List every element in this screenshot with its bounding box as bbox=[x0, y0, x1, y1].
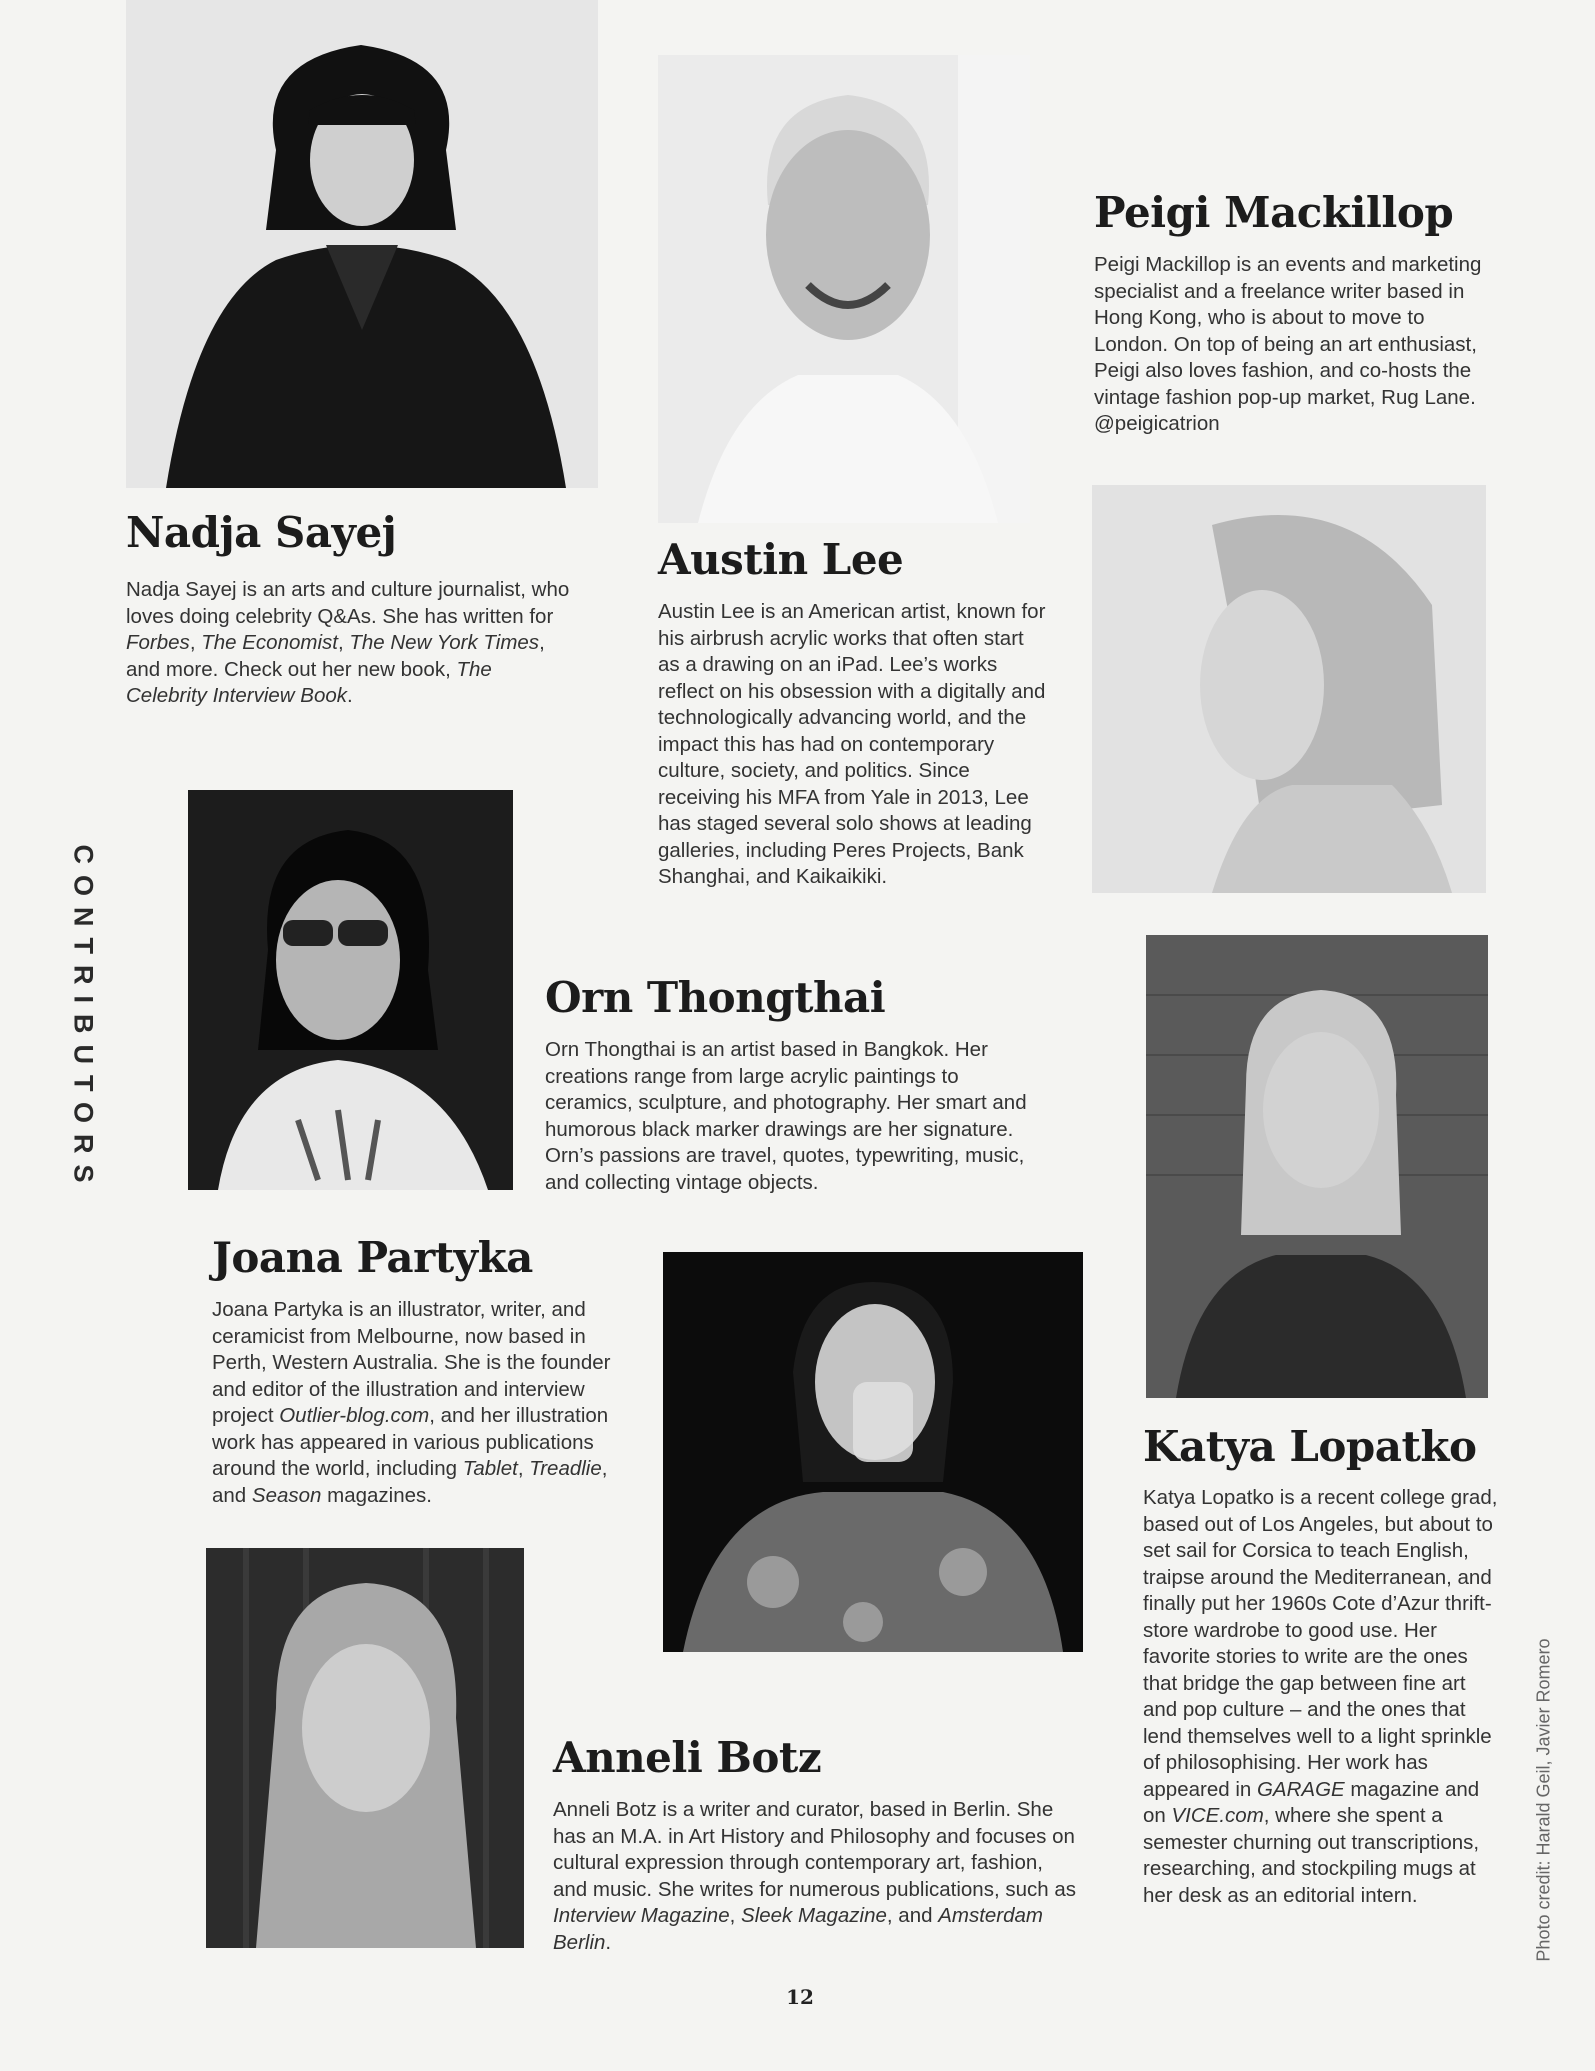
page-number: 12 bbox=[786, 1985, 814, 2009]
contributor-bio-orn: Orn Thongthai is an artist based in Bangkok. Her creations range from large acrylic paintings to ceramics, sculpture, and photography. Her smart and humorous black marker drawings are her signature. Orn’s passions are travel, quotes, typewriting, music, and collecting vintage objects. bbox=[545, 1038, 1027, 1194]
contributor-name-joana: Joana Partyka bbox=[212, 1233, 533, 1282]
contributor-name-nadja: Nadja Sayej bbox=[126, 508, 397, 557]
contributor-name-austin: Austin Lee bbox=[658, 535, 904, 584]
contributor-bio-austin: Austin Lee is an American artist, known for his airbrush acrylic works that often start as a drawing on an iPad. Lee’s works reflect on his obsession with a digitally and technologically advancing world, and the impact this has had on contemporary culture, society, and politics. Since receiving his MFA from Yale in 2013, Lee has staged several solo shows at leading galleries, including Peres Projects, Bank Shanghai, and Kaikaikiki. bbox=[658, 600, 1046, 888]
portrait-photo-orn bbox=[188, 790, 513, 1190]
portrait-photo-anneli bbox=[663, 1252, 1083, 1652]
contributor-name-katya: Katya Lopatko bbox=[1143, 1422, 1477, 1471]
portrait-photo-peigi bbox=[1092, 485, 1486, 893]
portrait-photo-austin bbox=[658, 55, 1030, 523]
contributor-bio-nadja: Nadja Sayej is an arts and culture journalist, who loves doing celebrity Q&As. She has written for Forbes, The Economist, The New York Times, and more. Check out her new book, The Celebrity Interview Book. bbox=[126, 578, 570, 707]
portrait-photo-katya bbox=[1146, 935, 1488, 1398]
portrait-photo-nadja bbox=[126, 0, 598, 488]
contributor-bio-anneli: Anneli Botz is a writer and curator, based in Berlin. She has an M.A. in Art History and Philosophy and focuses on cultural expression through contemporary art, fashion, and music. She writes for numerous publications, such as Interview Magazine, Sleek Magazine, and Amsterdam Berlin. bbox=[553, 1798, 1077, 1954]
contributor-bio-joana: Joana Partyka is an illustrator, writer, and ceramicist from Melbourne, now based in Perth, Western Australia. She is the founder and editor of the illustration and interview project Outlier-blog.com, and her illustration work has appeared in various publications around the world, including Tablet, Treadlie, and Season magazines. bbox=[212, 1298, 611, 1507]
photo-credit: Photo credit: Harald Geil, Javier Romero bbox=[1533, 1638, 1554, 1962]
contributor-name-orn: Orn Thongthai bbox=[545, 973, 886, 1022]
contributor-name-anneli: Anneli Botz bbox=[553, 1733, 822, 1782]
contributor-bio-katya: Katya Lopatko is a recent college grad, based out of Los Angeles, but about to set sail for Corsica to teach English, traipse around the Mediterranean, and finally put her 1960s Cote d’Azur thrift-store wardrobe to good use. Her favorite stories to write are the ones that bridge the gap between fine art and pop culture – and the ones that lend themselves well to a light sprinkle of philosophising. Her work has appeared in GARAGE magazine and on VICE.com, where she spent a semester churning out transcriptions, researching, and stockpiling mugs at her desk as an editorial intern. bbox=[1143, 1486, 1498, 1907]
portrait-photo-joana bbox=[206, 1548, 524, 1948]
contributor-bio-peigi: Peigi Mackillop is an events and marketing specialist and a freelance writer based in Hong Kong, who is about to move to London. On top of being an art enthusiast, Peigi also loves fashion, and co-hosts the vintage fashion pop-up market, Rug Lane. @peigicatrion bbox=[1094, 253, 1482, 435]
contributor-name-peigi: Peigi Mackillop bbox=[1094, 188, 1454, 237]
section-label: CONTRIBUTORS bbox=[68, 844, 99, 1194]
